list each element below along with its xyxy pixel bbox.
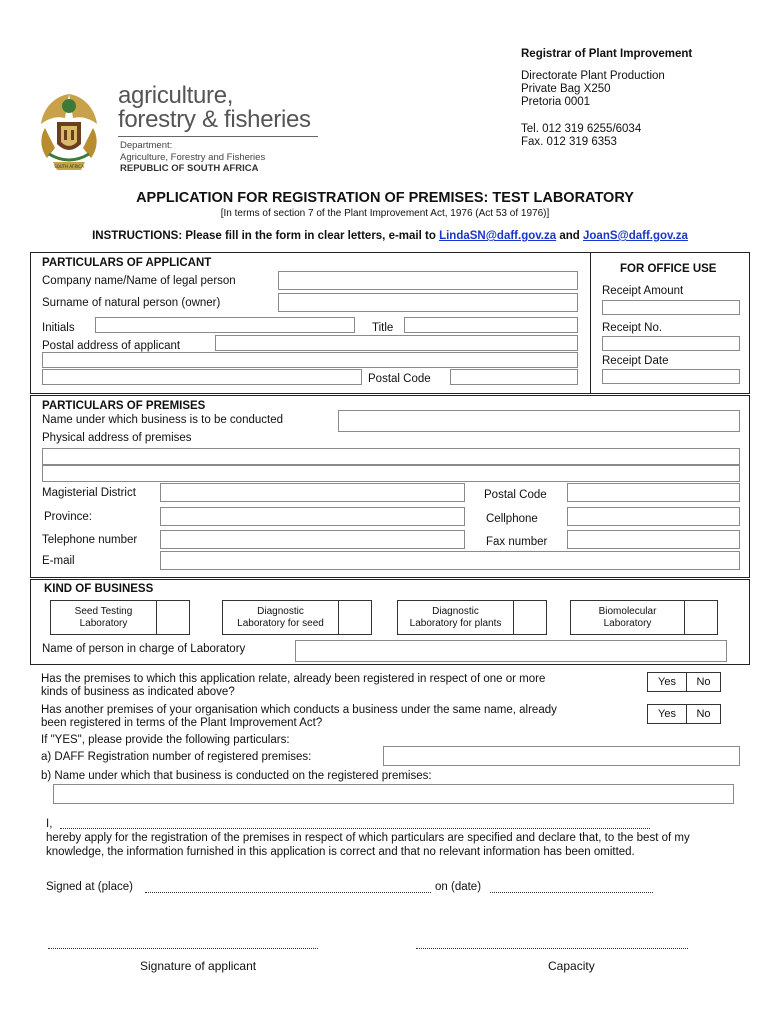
signed-at-label: Signed at (place) — [46, 881, 133, 893]
instructions — [0, 230, 770, 242]
capacity-label: Capacity — [548, 959, 595, 973]
physical-address-label: Physical address of premises — [42, 432, 192, 444]
receipt-date-label: Receipt Date — [602, 355, 669, 367]
cellphone-input[interactable] — [567, 507, 740, 526]
question-2-line1: Has another premises of your organisation which conducts a business under the same name, already — [41, 704, 557, 716]
declaration-line-2: knowledge, the information furnished in this application is correct and that no relevant information has been omitted. — [46, 846, 635, 858]
business-option-label: Seed Testing Laboratory — [51, 601, 157, 634]
receipt-amount-label: Receipt Amount — [602, 285, 684, 297]
telephone-label: Telephone number — [42, 534, 138, 546]
email-label: E-mail — [42, 555, 75, 567]
physical-address-input-2[interactable] — [42, 465, 740, 482]
signed-at-line[interactable] — [145, 892, 431, 893]
registered-name-label: b) Name under which that business is conducted on the registered premises: — [41, 770, 432, 782]
magisterial-input[interactable] — [160, 483, 465, 502]
postal-address-label: Postal address of applicant — [42, 340, 181, 352]
surname-label: Surname of natural person (owner) — [42, 297, 221, 309]
form-title: APPLICATION FOR REGISTRATION OF PREMISES: TEST LABORATORY — [136, 190, 634, 206]
business-name-label: Name under which business is to be conducted — [42, 414, 284, 426]
signature-label: Signature of applicant — [140, 959, 257, 973]
applicant-heading: PARTICULARS OF APPLICANT — [42, 257, 212, 269]
registration-number-label: a) DAFF Registration number of registered premises: — [41, 751, 312, 763]
logo-divider — [118, 136, 318, 137]
private-bag: Private Bag X250 — [521, 83, 611, 95]
company-input[interactable] — [278, 271, 578, 290]
fax: Fax. 012 319 6353 — [521, 136, 617, 148]
initials-input[interactable] — [95, 317, 355, 333]
diagnostic-plants-checkbox[interactable] — [514, 601, 546, 634]
email-link-joan[interactable]: JoanS@daff.gov.za — [583, 230, 688, 242]
instructions-text: INSTRUCTIONS: Please fill in the form in clear letters, e-mail to — [92, 230, 436, 242]
if-yes-text: If "YES", please provide the following particulars: — [41, 734, 290, 746]
department-crest-logo — [35, 88, 103, 172]
question-1-line2: kinds of business as indicated above? — [41, 686, 235, 698]
declaration-line-1: hereby apply for the registration of the premises in respect of which particulars are specified and declare that, to the best of my — [46, 832, 690, 844]
dept-label: Department: — [120, 140, 173, 151]
biomolecular-checkbox[interactable] — [685, 601, 717, 634]
premises-postal-code-input[interactable] — [567, 483, 740, 502]
question-1-yes-no — [647, 672, 721, 692]
declaration-i: I, — [46, 818, 53, 830]
question-1-yes[interactable]: Yes — [648, 673, 687, 691]
postal-address-input-3[interactable] — [42, 369, 362, 385]
email-input[interactable] — [160, 551, 740, 570]
registrar-title: Registrar of Plant Improvement — [521, 48, 693, 60]
person-in-charge-input[interactable] — [295, 640, 727, 662]
receipt-amount-input[interactable] — [602, 300, 740, 315]
magisterial-label: Magisterial District — [42, 487, 136, 499]
directorate: Directorate Plant Production — [521, 70, 665, 82]
cellphone-label: Cellphone — [486, 513, 538, 525]
person-in-charge-label: Name of person in charge of Laboratory — [42, 643, 246, 655]
email-link-linda[interactable]: LindaSN@daff.gov.za — [439, 230, 557, 242]
question-2-no[interactable]: No — [696, 708, 711, 720]
postal-code-input[interactable] — [450, 369, 578, 385]
question-2-line2: been registered in terms of the Plant Improvement Act? — [41, 717, 323, 729]
telephone: Tel. 012 319 6255/6034 — [521, 123, 642, 135]
city: Pretoria 0001 — [521, 96, 591, 108]
business-option-seed-testing[interactable] — [50, 600, 190, 635]
question-1-no[interactable]: No — [696, 676, 711, 688]
dept-name: Agriculture, Forestry and Fisheries — [120, 152, 266, 163]
business-option-label: Diagnostic Laboratory for seed — [223, 601, 339, 634]
surname-input[interactable] — [278, 293, 578, 312]
business-option-label: Diagnostic Laboratory for plants — [398, 601, 514, 634]
title-label: Title — [372, 322, 394, 334]
physical-address-input-1[interactable] — [42, 448, 740, 465]
postal-address-input-1[interactable] — [215, 335, 578, 351]
question-2-yes[interactable]: Yes — [648, 705, 687, 723]
premises-heading: PARTICULARS OF PREMISES — [42, 400, 206, 412]
company-label: Company name/Name of legal person — [42, 275, 236, 287]
on-date-label: on (date) — [435, 881, 482, 893]
question-1-line1: Has the premises to which this application relate, already been registered in respect of one or more — [41, 673, 546, 685]
receipt-no-label: Receipt No. — [602, 322, 663, 334]
signature-line[interactable] — [48, 948, 318, 949]
country-name: REPUBLIC OF SOUTH AFRICA — [120, 163, 259, 174]
question-2-yes-no — [647, 704, 721, 724]
business-option-diagnostic-seed[interactable] — [222, 600, 372, 635]
postal-address-input-2[interactable] — [42, 352, 578, 368]
title-input[interactable] — [404, 317, 578, 333]
seed-testing-checkbox[interactable] — [157, 601, 189, 634]
logo-text-line2: forestry & fisheries — [118, 106, 311, 133]
form-subtitle: [In terms of section 7 of the Plant Improvement Act, 1976 (Act 53 of 1976)] — [220, 208, 550, 219]
declaration-name-line[interactable] — [60, 828, 650, 829]
fax-label: Fax number — [486, 536, 548, 548]
logo-text-line1: agriculture, — [118, 82, 234, 109]
business-name-input[interactable] — [338, 410, 740, 432]
telephone-input[interactable] — [160, 530, 465, 549]
fax-input[interactable] — [567, 530, 740, 549]
business-option-diagnostic-plants[interactable] — [397, 600, 547, 635]
crest-motto: SOUTH AFRICA — [54, 164, 84, 169]
business-option-label: Biomolecular Laboratory — [571, 601, 685, 634]
business-option-biomolecular[interactable] — [570, 600, 718, 635]
registration-number-input[interactable] — [383, 746, 740, 766]
diagnostic-seed-checkbox[interactable] — [339, 601, 371, 634]
initials-label: Initials — [42, 322, 75, 334]
province-input[interactable] — [160, 507, 465, 526]
province-label: Province: — [44, 511, 92, 523]
date-line[interactable] — [490, 892, 653, 893]
postal-code-label: Postal Code — [368, 373, 431, 385]
capacity-line[interactable] — [416, 948, 688, 949]
receipt-date-input[interactable] — [602, 369, 740, 384]
business-heading: KIND OF BUSINESS — [44, 583, 154, 595]
instructions-and: and — [559, 230, 580, 242]
registered-name-input[interactable] — [53, 784, 734, 804]
office-use-heading: FOR OFFICE USE — [620, 263, 717, 275]
premises-postal-code-label: Postal Code — [484, 489, 547, 501]
receipt-no-input[interactable] — [602, 336, 740, 351]
